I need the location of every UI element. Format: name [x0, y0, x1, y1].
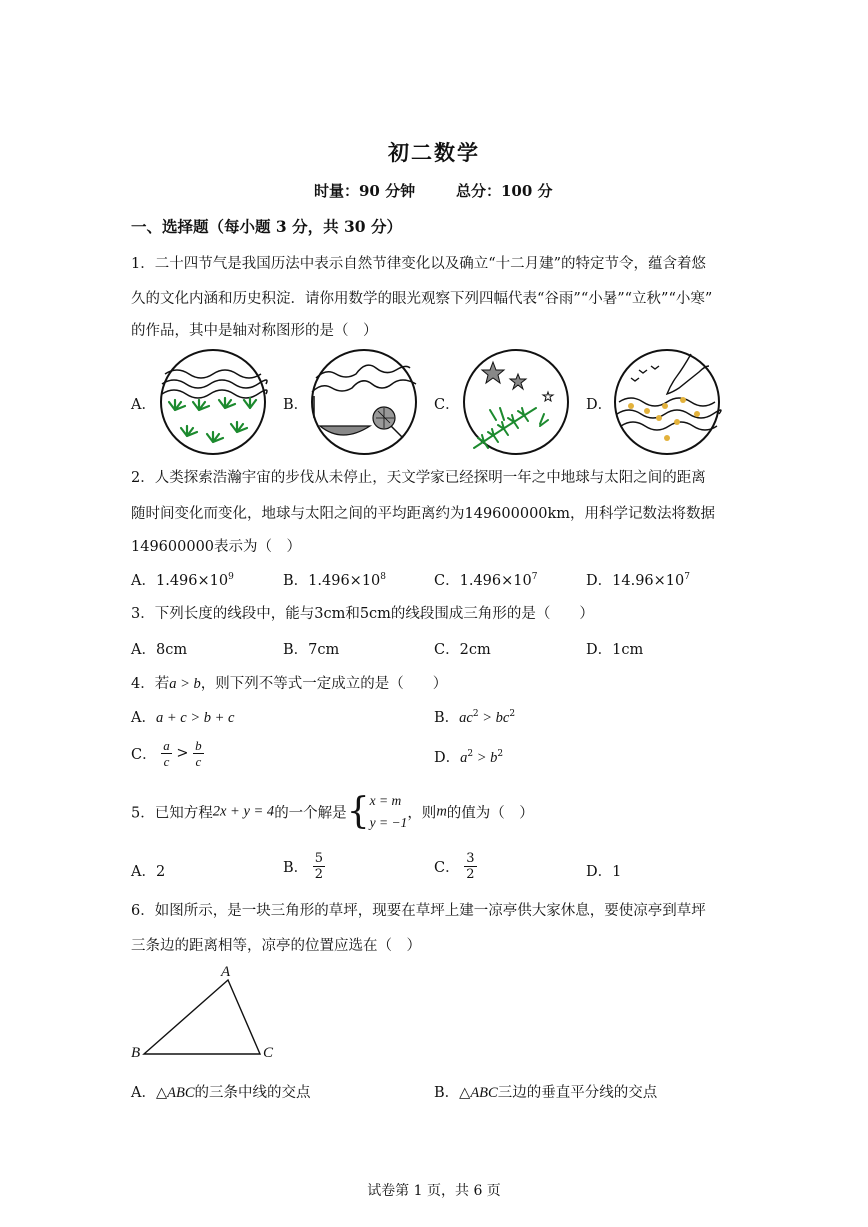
q1-option-a-label: A． [131, 397, 156, 413]
q2-line2: 随时间变化而变化，地球与太阳之间的平均距离约为149600000km，用科学记数法将数据 [131, 506, 716, 522]
q4-option-d: D．$a^2 > b^2$ [434, 749, 504, 766]
q5-option-d: D．1 [586, 864, 622, 880]
liqiu-emblem-icon [460, 348, 572, 456]
page-footer: 试卷第 1 页，共 6 页 [367, 1183, 501, 1199]
q4-stem: 4．若a > b，则下列不等式一定成立的是（ ） [131, 676, 448, 692]
q1-option-d-label: D． [586, 397, 613, 413]
q2-option-a: A．$1.496\times 10^9$ [131, 572, 234, 589]
score-label: 总分：100 分 [456, 182, 553, 200]
q5-option-b: B． $\frac{5}{2}$ [283, 851, 324, 882]
q2-option-b: B．$1.496\times 10^8$ [283, 572, 387, 589]
time-label: 时量：90 分钟 [314, 182, 416, 200]
guyu-emblem-icon [157, 348, 269, 456]
q1-option-b-label: B． [283, 397, 309, 413]
q5-stem: 5．已知方程2x + y = 4的一个解是{ x = m y = −1 ，则m的值为（ ） [131, 791, 534, 832]
section-heading: 一、选择题（每小题 3 分，共 30 分） [131, 217, 402, 236]
q3-option-d: D．1cm [586, 642, 644, 658]
q6-option-a: A．△ABC的三条中线的交点 [131, 1085, 311, 1101]
q2-option-c: C．$1.496\times 10^7$ [434, 572, 538, 589]
vertex-a-label: A [221, 964, 231, 980]
q2-line3: 149600000表示为（ ） [131, 539, 302, 555]
q1-line1: 1．二十四节气是我国历法中表示自然节律变化以及确立“十二月建”的特定节令，蕴含着悠 [131, 256, 707, 272]
q3-option-a: A．8cm [131, 642, 188, 658]
xiaoshu-emblem-icon [308, 348, 420, 456]
q4-option-b: B．$ac^2 > bc^2$ [434, 709, 516, 726]
q4-option-a: A．a + c > b + c [131, 710, 235, 726]
q3-option-c: C．2cm [434, 642, 491, 658]
q3-line1: 3．下列长度的线段中，能与3cm和5cm的线段围成三角形的是（ ） [131, 606, 594, 622]
q4-option-c: C． $\frac{a}{c}$ > $\frac{b}{c}$ [131, 738, 202, 769]
vertex-c-label: C [263, 1045, 274, 1061]
q3-option-b: B．7cm [283, 642, 340, 658]
xiaohan-emblem-icon [611, 348, 723, 456]
q6-line1: 6．如图所示，是一块三角形的草坪，现要在草坪上建一凉亭供大家休息，要使凉亭到草坪 [131, 903, 706, 919]
q6-line2: 三条边的距离相等，凉亭的位置应选在（ ） [131, 938, 421, 954]
q1-line2: 久的文化内涵和历史积淀．请你用数学的眼光观察下列四幅代表“谷雨”“小暑”“立秋”“小寒” [131, 291, 713, 307]
q6-option-b: B．△ABC三边的垂直平分线的交点 [434, 1085, 658, 1101]
q1-option-c-label: C． [434, 397, 460, 413]
q1-line3: 的作品，其中是轴对称图形的是（ ） [131, 323, 378, 339]
vertex-b-label: B [131, 1045, 141, 1061]
q2-line1: 2．人类探索浩瀚宇宙的步伐从未停止，天文学家已经探明一年之中地球与太阳之间的距离 [131, 470, 706, 486]
page-title: 初二数学 [388, 140, 480, 165]
q2-option-d: D．$14.96\times 10^7$ [586, 572, 690, 589]
q5-option-a: A．2 [131, 864, 166, 880]
system-brace: { [346, 791, 370, 832]
q5-option-c: C． $\frac{3}{2}$ [434, 851, 475, 882]
